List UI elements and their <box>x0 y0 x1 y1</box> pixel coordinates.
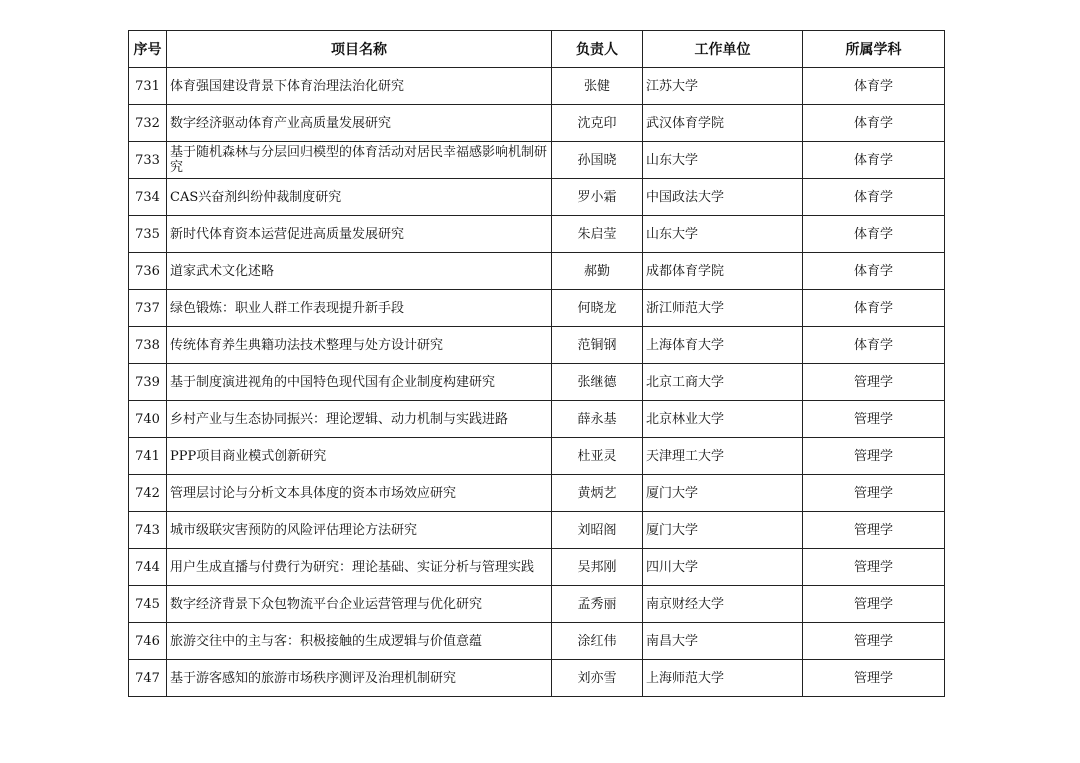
table-row <box>129 290 945 327</box>
cell-no: 735 <box>129 216 167 253</box>
table-row <box>129 586 945 623</box>
cell-no: 740 <box>129 401 167 438</box>
header-leader: 负责人 <box>552 31 643 68</box>
table-row <box>129 660 945 697</box>
cell-no: 743 <box>129 512 167 549</box>
cell-project-name: 城市级联灾害预防的风险评估理论方法研究 <box>167 512 552 549</box>
table-row <box>129 549 945 586</box>
cell-work-unit: 上海体育大学 <box>643 327 803 364</box>
cell-subject: 体育学 <box>803 142 945 179</box>
cell-leader: 罗小霜 <box>552 179 643 216</box>
cell-leader: 朱启莹 <box>552 216 643 253</box>
cell-subject: 体育学 <box>803 68 945 105</box>
table-row <box>129 327 945 364</box>
cell-work-unit: 江苏大学 <box>643 68 803 105</box>
cell-work-unit: 南昌大学 <box>643 623 803 660</box>
cell-project-name: 数字经济驱动体育产业高质量发展研究 <box>167 105 552 142</box>
cell-subject: 管理学 <box>803 438 945 475</box>
cell-subject: 管理学 <box>803 549 945 586</box>
cell-project-name: 新时代体育资本运营促进高质量发展研究 <box>167 216 552 253</box>
cell-leader: 吴邦刚 <box>552 549 643 586</box>
table-header-row <box>129 31 945 68</box>
cell-project-name: 体育强国建设背景下体育治理法治化研究 <box>167 68 552 105</box>
cell-work-unit: 北京林业大学 <box>643 401 803 438</box>
cell-leader: 孟秀丽 <box>552 586 643 623</box>
cell-leader: 张继德 <box>552 364 643 401</box>
cell-work-unit: 武汉体育学院 <box>643 105 803 142</box>
table-row <box>129 253 945 290</box>
cell-subject: 管理学 <box>803 623 945 660</box>
table-row <box>129 623 945 660</box>
table-body <box>129 68 945 697</box>
cell-project-name: CAS兴奋剂纠纷仲裁制度研究 <box>167 179 552 216</box>
cell-project-name: 乡村产业与生态协同振兴：理论逻辑、动力机制与实践进路 <box>167 401 552 438</box>
cell-work-unit: 山东大学 <box>643 142 803 179</box>
table-row <box>129 105 945 142</box>
cell-project-name: 传统体育养生典籍功法技术整理与处方设计研究 <box>167 327 552 364</box>
table-row <box>129 438 945 475</box>
cell-project-name: 基于随机森林与分层回归模型的体育活动对居民幸福感影响机制研究 <box>167 142 552 179</box>
cell-project-name: 数字经济背景下众包物流平台企业运营管理与优化研究 <box>167 586 552 623</box>
cell-subject: 体育学 <box>803 179 945 216</box>
table-row <box>129 512 945 549</box>
cell-work-unit: 山东大学 <box>643 216 803 253</box>
project-table <box>128 30 945 697</box>
cell-project-name: 用户生成直播与付费行为研究：理论基础、实证分析与管理实践 <box>167 549 552 586</box>
cell-work-unit: 北京工商大学 <box>643 364 803 401</box>
cell-leader: 沈克印 <box>552 105 643 142</box>
table-row <box>129 179 945 216</box>
table-row <box>129 142 945 179</box>
cell-subject: 体育学 <box>803 216 945 253</box>
cell-project-name: 基于制度演进视角的中国特色现代国有企业制度构建研究 <box>167 364 552 401</box>
cell-leader: 何晓龙 <box>552 290 643 327</box>
cell-work-unit: 成都体育学院 <box>643 253 803 290</box>
cell-no: 731 <box>129 68 167 105</box>
cell-work-unit: 厦门大学 <box>643 475 803 512</box>
cell-work-unit: 上海师范大学 <box>643 660 803 697</box>
cell-subject: 管理学 <box>803 364 945 401</box>
cell-subject: 管理学 <box>803 512 945 549</box>
cell-subject: 管理学 <box>803 401 945 438</box>
table-row <box>129 68 945 105</box>
cell-no: 744 <box>129 549 167 586</box>
cell-no: 745 <box>129 586 167 623</box>
cell-work-unit: 浙江师范大学 <box>643 290 803 327</box>
cell-subject: 体育学 <box>803 105 945 142</box>
cell-leader: 刘昭阁 <box>552 512 643 549</box>
cell-work-unit: 中国政法大学 <box>643 179 803 216</box>
cell-no: 736 <box>129 253 167 290</box>
cell-no: 737 <box>129 290 167 327</box>
cell-leader: 孙国晓 <box>552 142 643 179</box>
table-row <box>129 216 945 253</box>
cell-project-name: 旅游交往中的主与客：积极接触的生成逻辑与价值意蕴 <box>167 623 552 660</box>
cell-leader: 薛永基 <box>552 401 643 438</box>
table-row <box>129 401 945 438</box>
cell-no: 747 <box>129 660 167 697</box>
cell-no: 733 <box>129 142 167 179</box>
cell-subject: 管理学 <box>803 475 945 512</box>
cell-work-unit: 厦门大学 <box>643 512 803 549</box>
header-no: 序号 <box>129 31 167 68</box>
table-row <box>129 364 945 401</box>
cell-leader: 郝勤 <box>552 253 643 290</box>
cell-project-name: 管理层讨论与分析文本具体度的资本市场效应研究 <box>167 475 552 512</box>
cell-leader: 刘亦雪 <box>552 660 643 697</box>
cell-project-name: 基于游客感知的旅游市场秩序测评及治理机制研究 <box>167 660 552 697</box>
cell-subject: 体育学 <box>803 327 945 364</box>
cell-no: 741 <box>129 438 167 475</box>
table-row <box>129 475 945 512</box>
cell-leader: 黄炳艺 <box>552 475 643 512</box>
cell-no: 734 <box>129 179 167 216</box>
cell-leader: 范铜钢 <box>552 327 643 364</box>
cell-subject: 体育学 <box>803 290 945 327</box>
cell-work-unit: 四川大学 <box>643 549 803 586</box>
cell-work-unit: 天津理工大学 <box>643 438 803 475</box>
cell-work-unit: 南京财经大学 <box>643 586 803 623</box>
cell-project-name: PPP项目商业模式创新研究 <box>167 438 552 475</box>
header-work-unit: 工作单位 <box>643 31 803 68</box>
header-project-name: 项目名称 <box>167 31 552 68</box>
cell-subject: 管理学 <box>803 586 945 623</box>
cell-project-name: 绿色锻炼：职业人群工作表现提升新手段 <box>167 290 552 327</box>
cell-no: 738 <box>129 327 167 364</box>
cell-no: 739 <box>129 364 167 401</box>
cell-leader: 杜亚灵 <box>552 438 643 475</box>
header-subject: 所属学科 <box>803 31 945 68</box>
cell-project-name: 道家武术文化述略 <box>167 253 552 290</box>
cell-no: 742 <box>129 475 167 512</box>
cell-subject: 管理学 <box>803 660 945 697</box>
cell-no: 732 <box>129 105 167 142</box>
cell-no: 746 <box>129 623 167 660</box>
cell-subject: 体育学 <box>803 253 945 290</box>
cell-leader: 涂红伟 <box>552 623 643 660</box>
cell-leader: 张健 <box>552 68 643 105</box>
